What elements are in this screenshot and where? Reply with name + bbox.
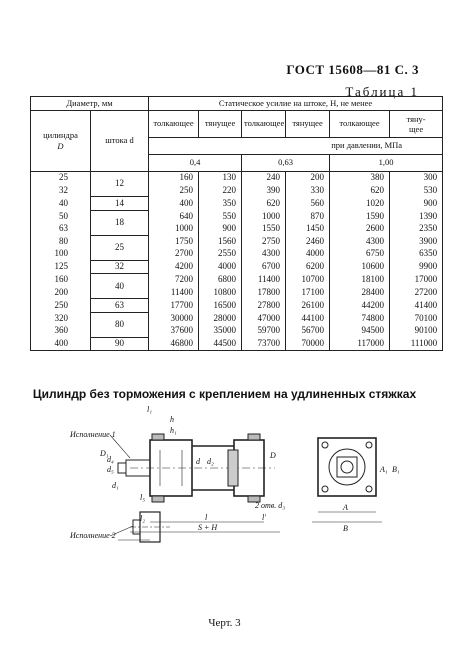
- force-cell: 240: [242, 171, 286, 184]
- force-cell: 2350: [390, 223, 443, 236]
- piston: [228, 450, 238, 486]
- force-cell: 26100: [286, 299, 330, 313]
- force-cell: 117000: [330, 337, 390, 351]
- force-cell: 27200: [390, 286, 443, 299]
- end-nut: [337, 457, 357, 477]
- force-cell: 2700: [149, 248, 199, 261]
- table-row: [31, 260, 443, 274]
- cylinder-diameter-cell: 360: [31, 325, 91, 338]
- cylinder-diameter-cell: 200: [31, 286, 91, 299]
- table-body: [31, 171, 443, 351]
- force-cell: 17000: [390, 274, 443, 287]
- force-cell: 10600: [330, 260, 390, 274]
- cylinder-diameter-cell: 100: [31, 248, 91, 261]
- label-A: A: [343, 503, 348, 512]
- force-cell: 44200: [330, 299, 390, 313]
- label-s-plus-n: S + H: [198, 523, 218, 532]
- force-cell: 250: [149, 184, 199, 197]
- force-cell: 6200: [286, 260, 330, 274]
- label-d: d: [196, 457, 200, 466]
- table-row: [31, 171, 443, 184]
- pressure-1-00: 1,00: [330, 154, 443, 171]
- force-cell: 6350: [390, 248, 443, 261]
- variant2-detail: [130, 512, 170, 542]
- force-cell: 44500: [199, 337, 242, 351]
- label-l5: l₅: [140, 493, 146, 502]
- cylinder-label: цилиндра: [43, 129, 78, 140]
- table-row: [31, 210, 443, 223]
- label-D: D: [270, 451, 276, 460]
- force-cell: 560: [286, 197, 330, 211]
- push-header-3: толкающее: [330, 110, 390, 137]
- table-row: [31, 274, 443, 287]
- force-cell: 220: [199, 184, 242, 197]
- force-cell: 900: [199, 223, 242, 236]
- cylinder-diameter-cell: 63: [31, 223, 91, 236]
- standard-header: ГОСТ 15608—81 С. 3: [286, 62, 419, 77]
- pull-header-3: тяну- щее: [390, 110, 443, 137]
- force-cell: 7200: [149, 274, 199, 287]
- cylinder-diameter-cell: 32: [31, 184, 91, 197]
- label-d3: 2 отв. d₃: [255, 501, 286, 510]
- drawing-subtitle: Цилиндр без торможения с креплением на удлиненных стяжках: [32, 387, 417, 401]
- force-cell: 130: [199, 171, 242, 184]
- force-cell: 41400: [390, 299, 443, 313]
- force-cell: 3900: [390, 235, 443, 248]
- force-cell: 1590: [330, 210, 390, 223]
- force-header: Статическое усилие на штоке, Н, не менее: [149, 97, 443, 111]
- cylinder-diameter-cell: 50: [31, 210, 91, 223]
- table-row: [31, 337, 443, 351]
- force-cell: 300: [390, 171, 443, 184]
- force-cell: 59700: [242, 325, 286, 338]
- force-cell: 90100: [390, 325, 443, 338]
- rod-diameter-cell: 63: [91, 299, 149, 313]
- table-row: [31, 197, 443, 211]
- cylinder-diameter-cell: 160: [31, 274, 91, 287]
- force-cell: 30000: [149, 312, 199, 325]
- force-cell: 4000: [286, 248, 330, 261]
- force-cell: 550: [199, 210, 242, 223]
- pressure-0-4: 0,4: [149, 154, 242, 171]
- force-cell: 11400: [242, 274, 286, 287]
- force-cell: 18100: [330, 274, 390, 287]
- force-cell: 10700: [286, 274, 330, 287]
- force-cell: 4200: [149, 260, 199, 274]
- label-l1: l₁: [147, 405, 153, 414]
- rod-diameter-cell: 90: [91, 337, 149, 351]
- rod-diameter-cell: 40: [91, 274, 149, 299]
- rod-thread: [118, 463, 126, 473]
- force-cell: 4300: [242, 248, 286, 261]
- force-cell: 380: [330, 171, 390, 184]
- force-cell: 4000: [199, 260, 242, 274]
- label-h1: h₁: [170, 426, 177, 435]
- label-d1: d₁: [112, 481, 119, 490]
- label-h: h: [170, 415, 174, 424]
- force-cell: 10800: [199, 286, 242, 299]
- force-cell: 6800: [199, 274, 242, 287]
- force-cell: 620: [330, 184, 390, 197]
- force-cell: 1390: [390, 210, 443, 223]
- label-B: B: [343, 524, 348, 533]
- table-row: [31, 235, 443, 248]
- label-A1: A₁: [380, 465, 388, 474]
- label-B1: B₁: [392, 465, 400, 474]
- force-cell: 70000: [286, 337, 330, 351]
- force-cell: 37600: [149, 325, 199, 338]
- end-bore: [329, 449, 365, 485]
- figure-caption: Черт. 3: [208, 617, 241, 629]
- force-cell: 400: [149, 197, 199, 211]
- force-cell: 350: [199, 197, 242, 211]
- force-cell: 2460: [286, 235, 330, 248]
- force-cell: 390: [242, 184, 286, 197]
- variant1-label: Исполнение 1: [70, 430, 116, 439]
- force-cell: 160: [149, 171, 199, 184]
- force-cell: 17700: [149, 299, 199, 313]
- force-cell: 1000: [242, 210, 286, 223]
- force-cell: 17800: [242, 286, 286, 299]
- force-cell: 1550: [242, 223, 286, 236]
- force-cell: 200: [286, 171, 330, 184]
- cylinder-diameter-cell: 400: [31, 337, 91, 351]
- force-cell: 1000: [149, 223, 199, 236]
- cylinder-diameter-cell: 250: [31, 299, 91, 313]
- force-cell: 28400: [330, 286, 390, 299]
- end-flange: [318, 438, 376, 496]
- label-d2: d₂: [207, 457, 214, 466]
- force-cell: 44100: [286, 312, 330, 325]
- force-cell: 6750: [330, 248, 390, 261]
- force-cell: 2600: [330, 223, 390, 236]
- cylinder-col-header: [31, 110, 91, 171]
- diameter-header: Диаметр, мм: [31, 97, 149, 111]
- force-cell: 2550: [199, 248, 242, 261]
- cylinder-diameter-cell: 40: [31, 197, 91, 211]
- label-D1: D₁: [100, 449, 109, 458]
- force-table: [30, 96, 443, 351]
- cylinder-drawing: [0, 400, 449, 615]
- pressure-header: при давлении, МПа: [149, 137, 443, 154]
- force-cell: 1020: [330, 197, 390, 211]
- force-cell: 17100: [286, 286, 330, 299]
- table-row: [31, 312, 443, 325]
- cylinder-diameter-cell: 125: [31, 260, 91, 274]
- force-cell: 111000: [390, 337, 443, 351]
- variant2-label: Исполнение 2: [70, 531, 116, 540]
- push-header-2: толкающее: [242, 110, 286, 137]
- label-l2: l₂: [140, 514, 146, 523]
- cylinder-symbol: D: [57, 140, 64, 151]
- force-cell: 870: [286, 210, 330, 223]
- push-header-1: толкающее: [149, 110, 199, 137]
- force-cell: 46800: [149, 337, 199, 351]
- force-cell: 620: [242, 197, 286, 211]
- force-cell: 1560: [199, 235, 242, 248]
- pull-header-2: тянущее: [286, 110, 330, 137]
- rod-diameter-cell: 18: [91, 210, 149, 235]
- cylinder-diameter-cell: 80: [31, 235, 91, 248]
- force-cell: 94500: [330, 325, 390, 338]
- force-cell: 2750: [242, 235, 286, 248]
- force-cell: 73700: [242, 337, 286, 351]
- table-row: [31, 299, 443, 313]
- force-cell: 9900: [390, 260, 443, 274]
- pull-header-1: тянущее: [199, 110, 242, 137]
- cylinder-diameter-cell: 25: [31, 171, 91, 184]
- force-cell: 56700: [286, 325, 330, 338]
- pressure-0-63: 0,63: [242, 154, 330, 171]
- rod-diameter-cell: 14: [91, 197, 149, 211]
- force-cell: 1750: [149, 235, 199, 248]
- force-cell: 70100: [390, 312, 443, 325]
- rod-diameter-cell: 12: [91, 171, 149, 197]
- rod-col-header: штока d: [91, 110, 149, 171]
- table-caption: Таблица 1: [345, 84, 419, 99]
- force-cell: 28000: [199, 312, 242, 325]
- rod-diameter-cell: 25: [91, 235, 149, 260]
- force-cell: 6700: [242, 260, 286, 274]
- force-cell: 16500: [199, 299, 242, 313]
- rod-diameter-cell: 80: [91, 312, 149, 337]
- force-cell: 35000: [199, 325, 242, 338]
- force-cell: 530: [390, 184, 443, 197]
- force-cell: 47000: [242, 312, 286, 325]
- label-l: l: [205, 513, 208, 522]
- force-cell: 27800: [242, 299, 286, 313]
- rod-diameter-cell: 32: [91, 260, 149, 274]
- force-cell: 4300: [330, 235, 390, 248]
- force-cell: 74800: [330, 312, 390, 325]
- label-d5: d₅: [107, 465, 114, 474]
- force-cell: 900: [390, 197, 443, 211]
- force-cell: 1450: [286, 223, 330, 236]
- cylinder-diameter-cell: 320: [31, 312, 91, 325]
- force-cell: 11400: [149, 286, 199, 299]
- label-lprime: l': [262, 513, 266, 522]
- force-cell: 330: [286, 184, 330, 197]
- label-d4: d₄: [107, 455, 114, 464]
- force-cell: 640: [149, 210, 199, 223]
